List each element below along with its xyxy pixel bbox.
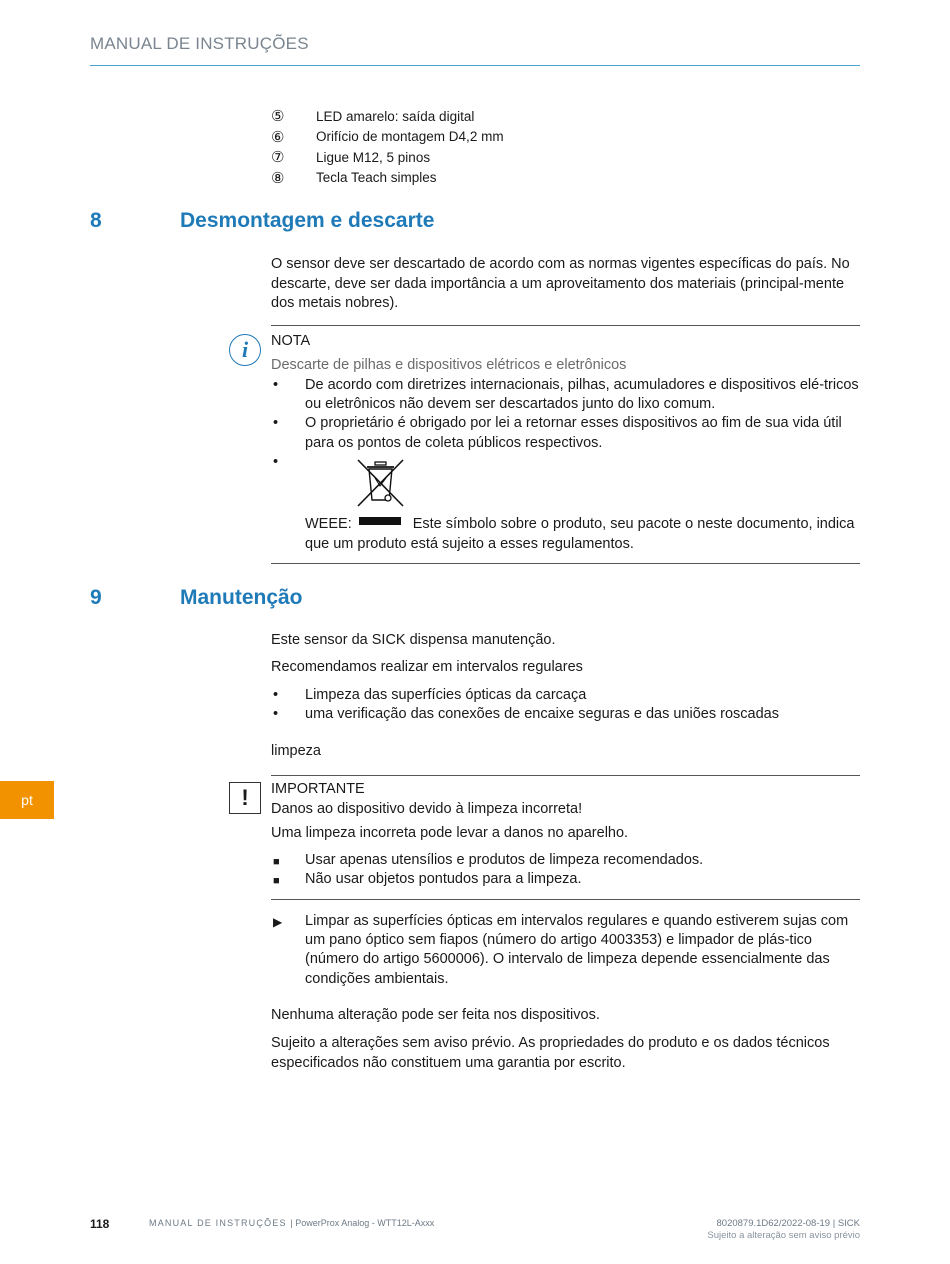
action-text: Limpar as superfícies ópticas em intervalos regulares e quando estiverem sujas com um pano óptico sem fiapos (número do artigo 4003353) e limpador de plás-tico (número do artigo 5600006). O intervalo de limpeza depende essencialmente das condições ambientais.: [305, 913, 849, 987]
legend-number: ⑤: [271, 108, 285, 126]
footer-disclaimer: Sujeito a alteração sem aviso prévio: [707, 1230, 860, 1241]
list-item-text: Usar apenas utensílios e produtos de limpeza recomendados.: [305, 852, 704, 868]
footer-product: | PowerProx Analog - WTT12L-Axxx: [290, 1218, 435, 1228]
important-bottom-divider: [271, 899, 860, 900]
legend-number: ⑧: [271, 169, 285, 187]
bullet-icon: •: [273, 377, 279, 393]
important-text: Uma limpeza incorreta pode levar a danos no aparelho.: [271, 825, 629, 841]
legend-text: LED amarelo: saída digital: [316, 108, 475, 124]
weee-label: WEEE:: [305, 516, 352, 532]
important-top-divider: [271, 775, 860, 776]
footer-title: [149, 1218, 434, 1228]
list-item-text: De acordo com diretrizes internacionais, pilhas, acumuladores e dispositivos elé-tricos ou eletrônicos não devem ser descartados junto do lixo comum.: [305, 377, 859, 413]
note-bullet-list: [271, 376, 861, 453]
list-item: [271, 870, 861, 889]
subheading: limpeza: [271, 743, 321, 759]
legend-text: Orifício de montagem D4,2 mm: [316, 129, 504, 145]
important-bullet-list: [271, 851, 861, 889]
list-item: [271, 705, 861, 724]
list-item-text: Não usar objetos pontudos para a limpeza.: [305, 871, 582, 888]
list-item: [271, 851, 861, 870]
footer-doc-title: MANUAL DE INSTRUÇÕES: [149, 1218, 287, 1228]
list-item: [271, 376, 861, 414]
list-item-text: Limpeza das superfícies ópticas da carcaça: [305, 687, 587, 703]
closing-paragraph: Nenhuma alteração pode ser feita nos dispositivos.: [271, 1007, 600, 1023]
note-label: NOTA: [271, 333, 311, 349]
footer-doc-id: 8020879.1D62/2022-08-19 | SICK: [716, 1218, 860, 1229]
important-title: Danos ao dispositivo devido à limpeza incorreta!: [271, 801, 583, 817]
warning-icon: !: [229, 782, 261, 814]
bullet-icon: •: [273, 687, 279, 703]
list-item: [271, 414, 861, 452]
header-title: MANUAL DE INSTRUÇÕES: [90, 34, 309, 53]
section-number: 8: [90, 209, 102, 232]
action-list: [271, 912, 861, 989]
bullet-icon: •: [273, 454, 279, 470]
legend-number: ⑦: [271, 149, 285, 167]
language-tab: pt: [0, 781, 54, 819]
legend-number: ⑥: [271, 128, 285, 146]
note-subtitle: Descarte de pilhas e dispositivos elétricos e eletrônicos: [271, 357, 627, 373]
legend-item: [271, 127, 504, 148]
legend-item: [271, 147, 504, 168]
page-number: 118: [90, 1217, 110, 1231]
weee-text: Este símbolo sobre o produto, seu pacote o neste documento, indica que um produto está sujeito a esses regulamentos.: [305, 516, 855, 552]
square-bullet-icon: ■: [273, 875, 280, 888]
maintenance-paragraph: Recomendamos realizar em intervalos regulares: [271, 659, 583, 675]
bullet-icon: •: [273, 415, 279, 432]
note-bottom-divider: [271, 563, 860, 564]
info-icon: i: [229, 334, 261, 366]
list-item-text: uma verificação das conexões de encaixe seguras e das uniões roscadas: [305, 706, 779, 723]
legend-text: Tecla Teach simples: [316, 170, 437, 186]
closing-paragraph: Sujeito a alterações sem aviso prévio. As propriedades do produto e os dados técnicos especificados não constituem uma garantia por escrito.: [271, 1035, 830, 1071]
arrow-right-icon: ▶: [273, 915, 283, 929]
disposal-paragraph: O sensor deve ser descartado de acordo com as normas vigentes específicas do país. No descarte, deve ser dada importância a um aproveitamento dos materiais (principal-mente dos metais nobres).: [271, 256, 850, 311]
legend-item: [271, 106, 504, 127]
maintenance-paragraph: Este sensor da SICK dispensa manutenção.: [271, 632, 556, 648]
legend-text: Ligue M12, 5 pinos: [316, 149, 431, 165]
legend-item: [271, 168, 504, 189]
note-top-divider: [271, 325, 860, 326]
numbered-legend: [271, 106, 504, 188]
list-item-text: O proprietário é obrigado por lei a retornar esses dispositivos ao fim de sua vida útil para os pontos de coleta públicos respectivos.: [305, 415, 842, 451]
weee-paragraph: [305, 515, 861, 554]
bullet-icon: •: [273, 706, 279, 723]
section-title: Manutenção: [180, 586, 303, 609]
list-item: [271, 686, 861, 705]
header-divider: [90, 65, 860, 66]
square-bullet-icon: ■: [273, 856, 280, 868]
action-item: [271, 912, 861, 989]
important-label: IMPORTANTE: [271, 781, 365, 797]
maintenance-bullet-list: [271, 686, 861, 724]
section-number: 9: [90, 586, 102, 609]
section-title: Desmontagem e descarte: [180, 209, 435, 232]
